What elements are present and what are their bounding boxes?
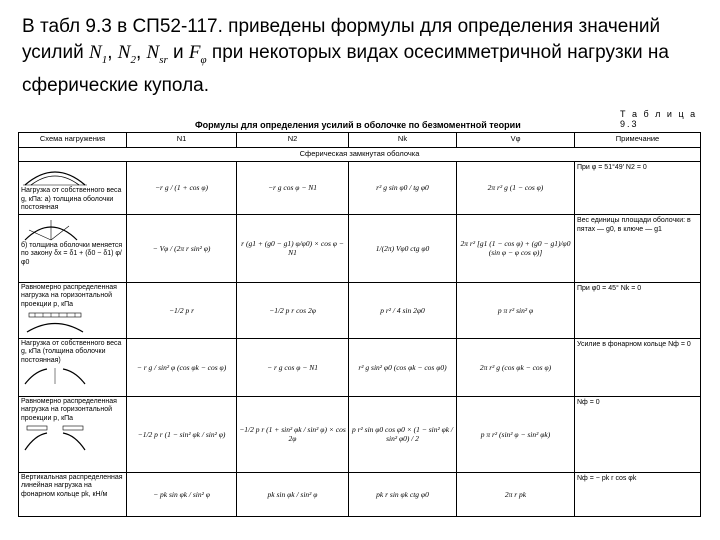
scheme-cell bbox=[19, 338, 127, 396]
table-label: Т а б л и ц а 9.3 bbox=[620, 109, 698, 129]
n2-cell: −1/2 p r (1 + sin² φk / sin² φ) × cos 2φ bbox=[237, 396, 349, 472]
header-n1: N1 bbox=[127, 133, 237, 148]
n2-cell: pk sin φk / sin² φ bbox=[237, 472, 349, 516]
section-title: Сферическая замкнутая оболочка bbox=[19, 148, 701, 162]
lantern-distributed-load-diagram-icon bbox=[21, 425, 89, 451]
nk-cell: r² g sin² φ0 (cos φk − cos φ0) bbox=[349, 338, 457, 396]
n1-cell: −1/2 p r bbox=[127, 282, 237, 338]
n2-cell: r (g1 + (g0 − g1) φ/φ0) × cos φ − N1 bbox=[237, 214, 349, 282]
intro-paragraph bbox=[22, 14, 702, 99]
scheme-cell bbox=[19, 282, 127, 338]
v-cell: 2π r² g (1 − cos φ) bbox=[457, 162, 575, 215]
nk-cell: p r² sin φ0 cos φ0 × (1 − sin² φk / sin² φ0) / 2 bbox=[349, 396, 457, 472]
dome-diagram-icon bbox=[21, 165, 89, 187]
header-scheme: Схема нагружения bbox=[19, 133, 127, 148]
table-row bbox=[19, 214, 701, 282]
comma-1: , bbox=[107, 42, 118, 63]
header-row bbox=[19, 133, 701, 148]
scheme-text: Вертикальная распределенная линейная нагрузка на фонарном кольце pk, кН/м bbox=[21, 473, 123, 498]
note-cell: Nф = 0 bbox=[575, 396, 701, 472]
n1-symbol: N bbox=[89, 42, 102, 63]
nk-cell: p r² / 4 sin 2φ0 bbox=[349, 282, 457, 338]
and-word: и bbox=[167, 42, 189, 63]
scheme-text: Нагрузка от собственного веса g, кПа (толщина оболочки постоянная) bbox=[21, 339, 122, 364]
table-row bbox=[19, 282, 701, 338]
nk-cell: pk r sin φk ctg φ0 bbox=[349, 472, 457, 516]
n1-cell: −r g / (1 + cos φ) bbox=[127, 162, 237, 215]
header-v: Vφ bbox=[457, 133, 575, 148]
n1-cell: − Vφ / (2π r sin² φ) bbox=[127, 214, 237, 282]
note-cell: Усилие в фонарном кольце Nф = 0 bbox=[575, 338, 701, 396]
scheme-cell bbox=[19, 396, 127, 472]
intro-text-1: В табл 9.3 в СП52-117. приведены формулы для определения значений усилий bbox=[22, 16, 661, 63]
dome-with-lantern-diagram-icon bbox=[21, 367, 89, 385]
v-cell: p π r² (sin² φ − sin² φk) bbox=[457, 396, 575, 472]
scheme-text: Нагрузка от собственного веса g, кПа: а) толщина оболочки постоянная bbox=[21, 187, 122, 211]
comma-2: , bbox=[135, 42, 147, 63]
note-cell: При φ0 = 45° Nk = 0 bbox=[575, 282, 701, 338]
table-title: Формулы для определения усилий в оболочке по безмоментной теории bbox=[195, 120, 521, 130]
note-cell: При φ = 51°49′ N2 = 0 bbox=[575, 162, 701, 215]
scheme-text: Равномерно распределенная нагрузка на горизонтальной проекции p, кПа bbox=[21, 397, 117, 422]
n2-cell: −1/2 p r cos 2φ bbox=[237, 282, 349, 338]
table-row bbox=[19, 162, 701, 215]
note-cell: Вес единицы площади оболочки: в пятах — g0, в ключе — g1 bbox=[575, 214, 701, 282]
table-row bbox=[19, 472, 701, 516]
header-n2: N2 bbox=[237, 133, 349, 148]
n1-cell: − r g / sin² φ (cos φk − cos φ) bbox=[127, 338, 237, 396]
scheme-cell bbox=[19, 214, 127, 282]
n2-symbol: N bbox=[117, 42, 131, 63]
n2-cell: − r g cos φ − N1 bbox=[237, 338, 349, 396]
distributed-load-diagram-icon bbox=[21, 311, 89, 333]
n1-cell: − pk sin φk / sin² φ bbox=[127, 472, 237, 516]
header-nk: Nk bbox=[349, 133, 457, 148]
n1-cell: −1/2 p r (1 − sin² φk / sin² φ) bbox=[127, 396, 237, 472]
table-row bbox=[19, 396, 701, 472]
formula-table bbox=[18, 132, 701, 517]
n1-subscript: 1 bbox=[101, 53, 108, 66]
n2-cell: −r g cos φ − N1 bbox=[237, 162, 349, 215]
section-row bbox=[19, 148, 701, 162]
scheme-text: б) толщина оболочки меняется по закону δx = δ1 + (δ0 − δ1) φ/φ0 bbox=[21, 241, 123, 266]
v-cell: 2π r² [g1 (1 − cos φ) + (g0 − g1)/φ0 (sin φ − φ cos φ)] bbox=[457, 214, 575, 282]
f-symbol: F bbox=[188, 42, 201, 63]
v-cell: p π r² sin² φ bbox=[457, 282, 575, 338]
nsr-symbol: N bbox=[146, 42, 160, 63]
note-cell: Nф = − pk r cos φk bbox=[575, 472, 701, 516]
v-cell: 2π r pk bbox=[457, 472, 575, 516]
nk-cell: r² g sin φ0 / tg φ0 bbox=[349, 162, 457, 215]
table-row bbox=[19, 338, 701, 396]
scheme-text: Равномерно распределенная нагрузка на горизонтальной проекции p, кПа bbox=[21, 283, 117, 308]
scheme-cell bbox=[19, 472, 127, 516]
nsr-subscript: sr bbox=[159, 53, 168, 66]
dome-section-diagram-icon bbox=[21, 218, 81, 242]
intro-text-2: при некоторых видах осесимметричной нагрузки на сферические купола. bbox=[22, 42, 669, 96]
f-subscript: φ bbox=[200, 53, 207, 66]
scheme-cell bbox=[19, 162, 127, 215]
header-note: Примечание bbox=[575, 133, 701, 148]
n2-subscript: 2 bbox=[130, 53, 136, 66]
v-cell: 2π r² g (cos φk − cos φ) bbox=[457, 338, 575, 396]
nk-cell: 1/(2π) Vφ0 ctg φ0 bbox=[349, 214, 457, 282]
